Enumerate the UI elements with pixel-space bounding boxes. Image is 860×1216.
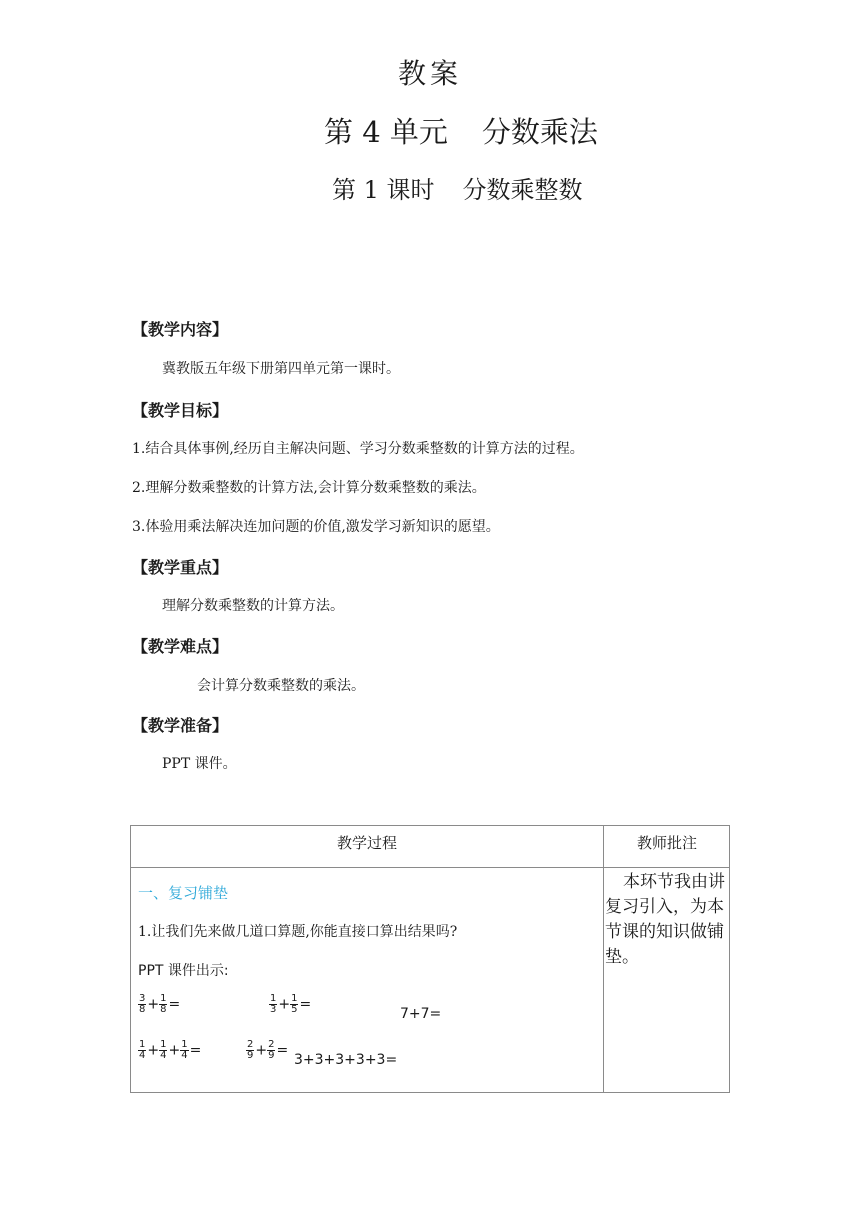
goal-item: 1.结合具体事例,经历自主解决问题、学习分数乘整数的计算方法的过程。 (132, 441, 584, 457)
review-question: 1.让我们先来做几道口算题,你能直接口算出结果吗? (138, 924, 458, 940)
doc-title: 教案 (397, 57, 462, 90)
column-divider (603, 826, 604, 1092)
goals-heading: 【教学目标】 (132, 401, 229, 420)
fraction: $\frac{3}{8}$ (139, 993, 146, 1015)
exercise-3: 7+7= (400, 1006, 442, 1022)
fraction: $\frac{1}{5}$ (291, 993, 298, 1015)
fraction: $\frac{2}{9}$ (268, 1039, 275, 1061)
unit-title (324, 110, 598, 151)
unit-number: 第 4 单元 (324, 115, 448, 149)
lesson-topic: 分数乘整数 (462, 176, 583, 204)
difficulty-text: 会计算分数乘整数的乘法。 (197, 678, 365, 694)
fraction: $\frac{2}{9}$ (247, 1039, 254, 1061)
teacher-note: 本环节我由讲复习引入，为本节课的知识做铺垫。 (605, 872, 725, 967)
fraction: $\frac{1}{4}$ (160, 1039, 167, 1061)
key-point-heading: 【教学重点】 (132, 558, 229, 577)
preparation-text: PPT 课件。 (162, 756, 237, 772)
content-text: 冀教版五年级下册第四单元第一课时。 (162, 361, 400, 377)
teaching-process-table (130, 825, 730, 1093)
notes-column-header: 教师批注 (636, 834, 697, 852)
fraction: $\frac{1}{8}$ (160, 993, 167, 1015)
lesson-number: 第 1 课时 (332, 176, 435, 204)
fraction: $\frac{1}{4}$ (139, 1039, 146, 1061)
preparation-heading: 【教学准备】 (132, 716, 229, 735)
exercise-5: $\frac{2}{9}$ + $\frac{2}{9}$ = (247, 1039, 289, 1061)
content-heading: 【教学内容】 (132, 320, 229, 339)
exercise-1: $\frac{3}{8}$ + $\frac{1}{8}$ = (139, 993, 181, 1015)
step-title: 一、复习铺垫 (138, 884, 229, 902)
goal-item: 2.理解分数乘整数的计算方法,会计算分数乘整数的乘法。 (132, 480, 486, 496)
ppt-label: PPT 课件出示: (138, 963, 229, 979)
unit-topic: 分数乘法 (481, 115, 598, 149)
exercise-6: 3+3+3+3+3= (294, 1052, 398, 1068)
key-point-text: 理解分数乘整数的计算方法。 (162, 598, 344, 614)
exercise-4: $\frac{1}{4}$ + $\frac{1}{4}$ + $\frac{1}{4}$ = (139, 1039, 202, 1061)
fraction: $\frac{1}{3}$ (270, 993, 277, 1015)
process-column-header: 教学过程 (336, 834, 397, 852)
goal-item: 3.体验用乘法解决连加问题的价值,激发学习新知识的愿望。 (132, 519, 500, 535)
fraction: $\frac{1}{4}$ (181, 1039, 188, 1061)
exercise-2: $\frac{1}{3}$ + $\frac{1}{5}$ = (270, 993, 312, 1015)
lesson-title (332, 170, 583, 205)
header-divider (131, 867, 729, 868)
difficulty-heading: 【教学难点】 (132, 637, 229, 656)
